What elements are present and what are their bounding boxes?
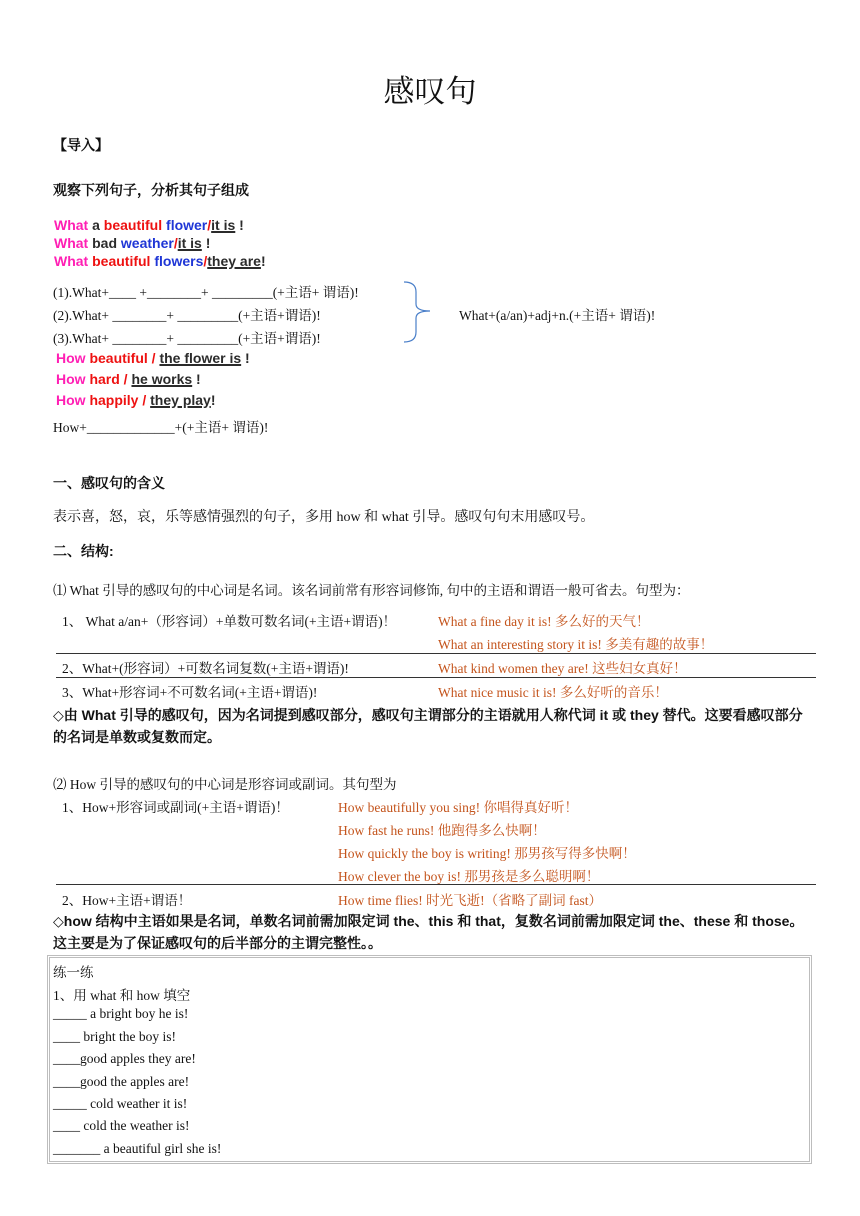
how-rule-1: 1、How+形容词或副词(+主语+谓语)！ (62, 800, 289, 815)
how-example-row-1c: How quickly the boy is writing! 那男孩写得多快啊！ (338, 846, 636, 861)
example-word: ! (241, 350, 250, 366)
section1-heading: 一、感叹句的含义 (53, 475, 165, 491)
example-word: it is (177, 235, 202, 251)
practice-heading: 练一练 (53, 965, 94, 980)
example-word: / (203, 253, 208, 269)
table-divider (56, 653, 816, 654)
practice-item: ____good apples they are! (53, 1051, 196, 1066)
example-word: the flower is (159, 350, 242, 366)
how-intro: ⑵ How 引导的感叹句的中心词是形容词或副词。其句型为 (53, 777, 397, 792)
how-pattern: How+_____________+(+主语+ 谓语)! (53, 420, 269, 435)
what-rule-1: 1、 What a/an+（形容词）+单数可数名词(+主语+谓语)！ (62, 614, 397, 629)
practice-item: ____ bright the boy is! (53, 1029, 176, 1044)
what-rule-2: 2、What+(形容词）+可数名词复数(+主语+谓语)! (62, 661, 349, 676)
example-word: a (88, 217, 104, 233)
how-rule-2: 2、How+主语+谓语！ (62, 893, 192, 908)
what-intro: ⑴ What 引导的感叹句的中心词是名词。该名词前常有形容词修饰, 句中的主语和谓语一般可省去。句型为： (53, 583, 690, 598)
curly-brace-icon (400, 280, 440, 344)
example-word: it is (211, 217, 236, 233)
example-word: ! (192, 371, 201, 387)
example-word: / (207, 217, 212, 233)
example-word: How (56, 371, 86, 387)
what-example-row-3: What nice music it is! 多么好听的音乐！ (438, 685, 668, 700)
example-word: they play (150, 392, 211, 408)
pattern-1: (1).What+____ +________+ _________(+主语+ 谓语)! (53, 285, 359, 300)
practice-item: _______ a beautiful girl she is! (53, 1141, 222, 1156)
practice-item: ____ cold the weather is! (53, 1118, 190, 1133)
how-example-row-1b: How fast he runs! 他跑得多么快啊！ (338, 823, 546, 838)
intro-heading: 【导入】 (53, 137, 109, 153)
example-word: beautiful / (85, 350, 160, 366)
how-example-3 (56, 392, 216, 408)
what-rule-3: 3、What+形容词+不可数名词(+主语+谓语)! (62, 685, 318, 700)
how-note: ◇how 结构中主语如果是名词，单数名词前需加限定词 the、this 和 that，复数名词前需加限定词 the、these 和 those。 这主要是为了保证感叹句的后半部分的主谓完整性。。 (53, 913, 804, 951)
example-word: How (56, 392, 86, 408)
table-divider (56, 677, 816, 678)
example-word: hard / (85, 371, 132, 387)
pattern-3: (3).What+ ________+ _________(+主语+谓语)! (53, 331, 321, 346)
example-word: they are (207, 253, 261, 269)
example-word: he works (131, 371, 193, 387)
practice-item: ____good the apples are! (53, 1074, 190, 1089)
how-example-row-1d: How clever the boy is! 那男孩是多么聪明啊！ (338, 869, 600, 884)
section2-heading: 二、结构: (53, 543, 114, 559)
what-example-row-1a: What a fine day it is! 多么好的天气！ (438, 614, 650, 629)
example-word: What (54, 235, 89, 251)
practice-instruction: 1、用 what 和 how 填空 (53, 988, 191, 1003)
example-word: ! (210, 392, 216, 408)
pattern-summary: What+(a/an)+adj+n.(+主语+ 谓语)! (459, 308, 656, 323)
practice-item: _____ a bright boy he is! (53, 1006, 189, 1021)
example-word: What (54, 253, 89, 269)
example-word: flower (162, 217, 208, 233)
example-word: How (56, 350, 86, 366)
pattern-2: (2).What+ ________+ _________(+主语+谓语)! (53, 308, 321, 323)
example-word: bad (88, 235, 121, 251)
example-word: / (173, 235, 178, 251)
practice-item: _____ cold weather it is! (53, 1096, 188, 1111)
what-example-2 (54, 235, 210, 251)
what-example-row-2: What kind women they are! 这些妇女真好！ (438, 661, 687, 676)
how-example-row-1a: How beautifully you sing! 你唱得真好听！ (338, 800, 578, 815)
what-note: ◇由 What 引导的感叹句，因为名词提到感叹部分，感叹句主谓部分的主语就用人称代词 it 或 they 替代。这要看感叹部分的名词是单数或复数而定。 (53, 707, 803, 745)
example-word: happily / (85, 392, 151, 408)
example-word: ! (260, 253, 266, 269)
what-example-3 (54, 253, 266, 269)
example-word: ! (235, 217, 244, 233)
how-example-1 (56, 350, 250, 366)
section1-text: 表示喜，怒，哀，乐等感情强烈的句子，多用 how 和 what 引导。感叹句句末用感叹号。 (53, 510, 595, 525)
table-divider (56, 884, 816, 885)
example-word: beautiful (88, 253, 155, 269)
example-word: What (54, 217, 89, 233)
what-example-row-1b: What an interesting story it is! 多美有趣的故事！ (438, 637, 714, 652)
how-example-2 (56, 371, 201, 387)
example-word: ! (201, 235, 211, 251)
how-example-row-2: How time flies! 时光飞逝!（省略了副词 fast） (338, 893, 602, 908)
intro-instruction: 观察下列句子，分析其句子组成 (53, 182, 249, 198)
page-title: 感叹句 (383, 74, 477, 109)
what-example-1 (54, 217, 244, 233)
example-word: beautiful (103, 217, 163, 233)
example-word: flowers (154, 253, 204, 269)
example-word: weather (120, 235, 174, 251)
